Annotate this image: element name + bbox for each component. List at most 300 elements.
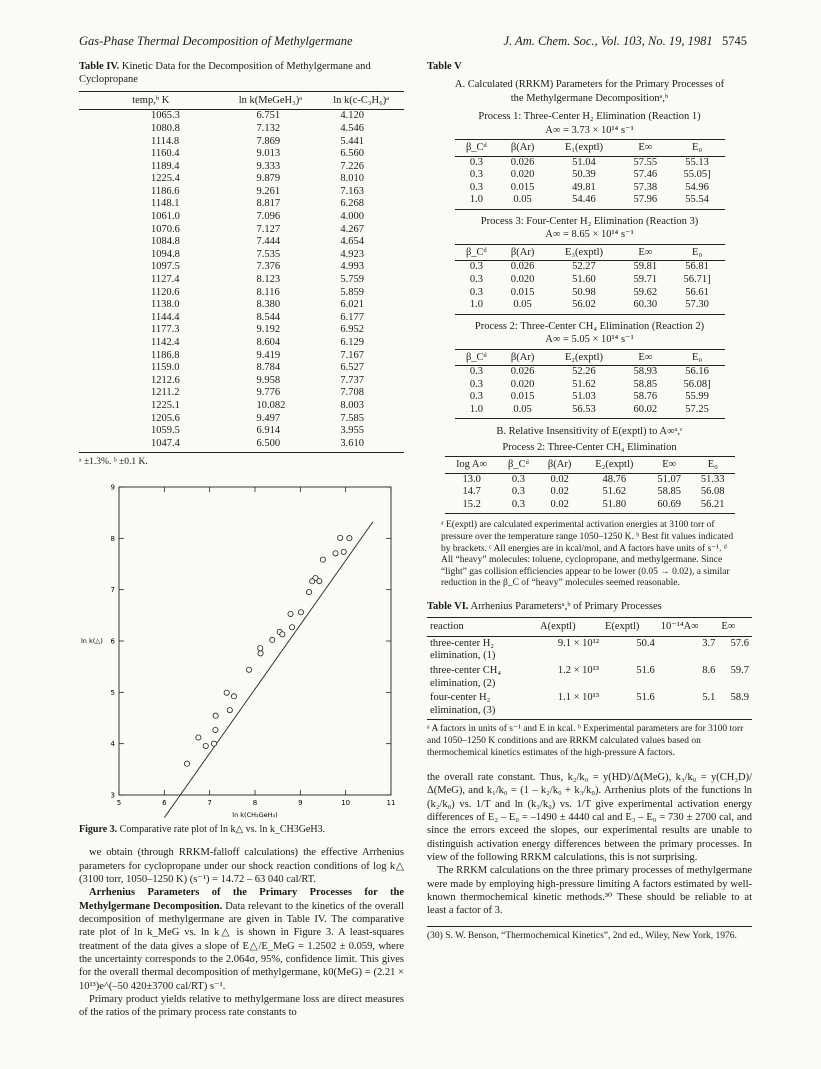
table-cell: 56.08 <box>700 486 725 498</box>
table-cell: 1144.4 <box>151 311 180 323</box>
y-axis-label: ln k(△) <box>81 636 103 645</box>
paragraph-text: Data relevant to the kinetics of the overall decomposition of methylgermane are given in Table IV. The comparative rate plot of ln k_MeG vs. ln k△ is shown in Figure 3. A least-squares treatment of the data gives a slope of E△/E_MeG = 1.2502 ± 0.059, where the uncertainty corresponds to the 2.064σ, 95%, confidence limit. This gives for the overall thermal decomposition of methylgermane, k0(MeG) = (2.21 × 10¹³)e^(–50 420±3700 cal/RT) s⁻¹. <box>79 900 404 992</box>
table-cell: 49.81 <box>572 181 596 193</box>
table-cell: 8.123 <box>256 274 281 286</box>
table-row <box>79 211 404 224</box>
table-row <box>79 123 404 136</box>
table-cell: 1189.4 <box>151 160 180 172</box>
table5-section-b: B. Relative Insensitivity of E(exptl) to A∞ᵃ,ᶜ <box>496 426 683 438</box>
table-cell: 1205.6 <box>151 412 180 424</box>
table-cell: 0.3 <box>469 261 483 273</box>
y-tick-label: 8 <box>110 534 115 543</box>
table-cell: 1212.6 <box>151 374 180 386</box>
table-cell: 0.3 <box>469 169 483 181</box>
table-cell: 8.784 <box>256 362 281 374</box>
table-cell: 51.60 <box>572 273 596 285</box>
table-cell: 0.015 <box>510 181 535 193</box>
table-cell: 58.76 <box>633 391 658 403</box>
table-cell: 1148.1 <box>151 198 180 210</box>
table4-header: ln k(c-C₃H₆)ᵃ <box>318 91 404 109</box>
data-point <box>341 549 346 554</box>
table-row <box>445 486 735 499</box>
table-cell: 50.4 <box>636 637 655 649</box>
table-cell: 6.914 <box>256 425 281 437</box>
data-point <box>347 535 352 540</box>
table-cell: 7.226 <box>340 160 364 172</box>
table-cell: 15.2 <box>445 499 499 514</box>
data-point <box>203 743 208 748</box>
table6-caption <box>427 600 752 613</box>
table-cell: 0.3 <box>469 181 483 193</box>
x-tick-label: 8 <box>252 798 258 807</box>
table-row <box>79 387 404 400</box>
table5-label: Table V <box>427 61 462 72</box>
table5-ainf: A∞ = 8.65 × 10¹⁴ s⁻¹ <box>545 229 634 241</box>
running-header-left: Gas-Phase Thermal Decomposition of Methylgermane <box>79 34 353 48</box>
table-cell: 51.62 <box>572 378 596 390</box>
paragraph <box>79 886 404 993</box>
table-cell: 7.167 <box>340 349 364 361</box>
data-point <box>306 589 311 594</box>
table-cell: 1120.6 <box>151 286 180 298</box>
table5-header: E₀ <box>670 244 725 260</box>
table-cell: 58.85 <box>633 378 658 390</box>
table5-header: E₁(exptl) <box>547 140 621 156</box>
y-tick-label: 6 <box>110 637 115 645</box>
table-cell: 4.120 <box>340 110 364 122</box>
table5-header: E∞ <box>621 140 670 156</box>
table6-header: 10⁻¹⁴A∞ <box>658 618 719 636</box>
paragraph: Primary product yields relative to methylgermane loss are direct measures of the ratios of the primary process rate constants to <box>79 993 404 1019</box>
table-cell: 3.610 <box>318 438 404 453</box>
table-cell: four-center H₂ elimination, (3) <box>427 691 537 720</box>
table-cell: 6.177 <box>340 311 364 323</box>
table-cell: 7.127 <box>256 223 281 235</box>
table5-header: β_Cᵈ <box>455 140 499 156</box>
figure3-caption <box>79 824 404 837</box>
y-tick-label: 7 <box>110 585 115 594</box>
reference-30: (30) S. W. Benson, “Thermochemical Kinetics”, 2nd ed., Wiley, New York, 1976. <box>427 926 752 943</box>
table-cell: 51.33 <box>700 473 725 485</box>
table-cell: 1127.4 <box>151 274 180 286</box>
table-cell: 6.560 <box>340 148 364 160</box>
table5-ainf: A∞ = 5.05 × 10¹⁴ s⁻¹ <box>545 334 634 346</box>
table-cell: 60.30 <box>621 299 670 314</box>
table-cell: 9.013 <box>256 148 281 160</box>
table-cell: 1160.4 <box>151 148 180 160</box>
table-row <box>427 691 752 720</box>
table-row <box>445 473 735 486</box>
table-cell: 58.85 <box>657 486 682 498</box>
table-cell: 56.21 <box>691 499 735 514</box>
table-cell: 0.02 <box>550 486 569 498</box>
table5b-header: log A∞ <box>445 457 499 473</box>
table6-header: E(exptl) <box>602 618 658 636</box>
table5-process-table <box>455 139 725 210</box>
table-cell: 7.585 <box>340 412 364 424</box>
table-cell: 56.71] <box>683 273 711 285</box>
table5-section-b-process: Process 2: Three-Center CH₄ Elimination <box>502 441 677 453</box>
table-cell: 48.76 <box>602 473 627 485</box>
left-column <box>79 60 404 1020</box>
table-cell: 7.737 <box>340 374 364 386</box>
data-point <box>224 690 229 695</box>
table6-label: Table VI. <box>427 600 469 612</box>
data-point <box>317 578 322 583</box>
data-point <box>211 741 216 746</box>
table-cell: 1.0 <box>455 194 499 209</box>
table-cell: three-center H₂ elimination, (1) <box>430 637 496 662</box>
table6 <box>427 617 752 720</box>
table-cell: 51.07 <box>657 473 682 485</box>
table-cell: 8.003 <box>340 399 364 411</box>
data-point <box>231 693 236 698</box>
table-cell: 4.546 <box>340 122 364 134</box>
table-cell: 6.500 <box>223 438 319 453</box>
table-cell: 52.26 <box>572 366 596 377</box>
table4-caption <box>79 60 404 87</box>
table-cell: 56.53 <box>547 404 621 419</box>
table-row <box>455 194 725 209</box>
table-cell: 1.0 <box>455 299 499 314</box>
table-cell: 8.604 <box>256 337 281 348</box>
figure3-svg <box>79 475 404 820</box>
table-row <box>79 173 404 186</box>
table-cell: 0.3 <box>499 499 538 514</box>
table5-header: E₃(exptl) <box>547 244 621 260</box>
table-row <box>79 438 404 453</box>
table-cell: 1097.5 <box>151 261 180 273</box>
table-row <box>79 375 404 388</box>
fit-line <box>164 521 373 817</box>
table-cell: 0.3 <box>469 378 483 390</box>
running-header-right <box>503 34 747 49</box>
table-row <box>79 350 404 363</box>
table4-footnote: ᵃ ±1.3%. ᵇ ±0.1 K. <box>79 457 148 468</box>
table-cell: 0.02 <box>550 473 569 485</box>
data-point <box>338 535 343 540</box>
table-cell: 56.16 <box>685 366 709 377</box>
table-cell: 1159.0 <box>151 362 180 374</box>
table-row <box>79 324 404 337</box>
table-cell: 10.082 <box>256 399 286 411</box>
table-cell: 9.958 <box>256 374 281 386</box>
table-cell: 1211.2 <box>151 387 180 399</box>
table5-process-title: Process 2: Three-Center CH₄ Elimination (Reaction 2) <box>474 320 705 332</box>
table-cell: 57.38 <box>633 181 658 193</box>
table-cell: 7.869 <box>256 135 281 147</box>
table-cell: 6.021 <box>340 299 364 311</box>
table-cell: 9.192 <box>256 324 281 336</box>
table-row <box>79 261 404 274</box>
data-point <box>246 667 251 672</box>
table-row <box>79 337 404 350</box>
table-row <box>79 161 404 174</box>
table-row <box>79 249 404 262</box>
data-point <box>258 645 263 650</box>
table-row <box>79 413 404 426</box>
table-row <box>79 148 404 161</box>
data-point <box>289 624 294 629</box>
table5-header: E₀ <box>670 140 725 156</box>
table-row <box>79 400 404 413</box>
table-cell: 1.0 <box>455 404 499 419</box>
table-cell: 3.7 <box>702 637 716 649</box>
table-cell: 59.71 <box>633 273 658 285</box>
table-cell: three-center CH₄ elimination, (2) <box>430 665 501 689</box>
table-cell: 1065.3 <box>151 110 180 122</box>
page-number: 5745 <box>722 34 747 48</box>
table-cell: 6.129 <box>340 337 364 348</box>
table-cell: 54.96 <box>685 181 709 193</box>
table-cell: 0.026 <box>510 366 535 377</box>
table5-header: E₂(exptl) <box>547 349 621 365</box>
table-cell: 56.81 <box>685 261 709 273</box>
table5-process-title: Process 1: Three-Center H₂ Elimination (Reaction 1) <box>478 111 701 123</box>
table-cell: 6.952 <box>340 324 364 336</box>
table-cell: 13.0 <box>462 473 481 485</box>
table5-process-table <box>455 244 725 315</box>
table6-footnote: ᵃ A factors in units of s⁻¹ and E in kcal. ᵇ Experimental parameters are for 3100 torr and 1050–1250 K conditions and are RRKM calculated values based on thermochemical kinetics estimates of the high-pressure A factors. <box>427 724 744 758</box>
data-point <box>320 557 325 562</box>
paragraph: The RRKM calculations on the three primary processes of methylgermane were made by employing high-pressure limiting A factors estimated by well-known thermochemical kinetic methods.³⁰ These should be reliable to at least a factor of 3. <box>427 865 752 917</box>
table-row <box>455 404 725 419</box>
table-row <box>455 182 725 195</box>
table-cell: 58.93 <box>633 366 658 377</box>
data-point <box>258 650 263 655</box>
table-cell: 4.923 <box>340 248 364 260</box>
table-cell: 50.98 <box>572 286 596 298</box>
table-cell: 51.6 <box>602 691 658 720</box>
table-row <box>455 156 725 169</box>
table-cell: 57.55 <box>633 156 658 168</box>
table-cell: 57.96 <box>621 194 670 209</box>
table-cell: 9.419 <box>256 349 281 361</box>
table-row <box>455 169 725 182</box>
data-point <box>196 734 201 739</box>
paragraph: we obtain (through RRKM-falloff calculations) the effective Arrhenius parameters for cyclopropane under our shock reaction conditions of log k△ (3100 torr, 1050–1250 K) (s⁻¹) = 14.72 – 63 040 cal/RT. <box>79 847 404 885</box>
table-row <box>79 274 404 287</box>
data-point <box>280 631 285 636</box>
table-cell: 51.04 <box>572 156 596 168</box>
table-cell: 6.268 <box>340 198 364 210</box>
table-cell: 4.993 <box>340 261 364 273</box>
table5-processes <box>427 110 752 419</box>
table5-process-table <box>455 349 725 420</box>
table-cell: 56.61 <box>685 286 709 298</box>
table-cell: 57.25 <box>670 404 725 419</box>
table-cell: 4.000 <box>340 211 364 223</box>
data-point <box>298 609 303 614</box>
table-cell: 1142.4 <box>151 337 180 348</box>
table5b-header: E₂(exptl) <box>581 457 647 473</box>
table5-header: E∞ <box>621 244 670 260</box>
table-row <box>455 366 725 379</box>
table5-header: E₀ <box>670 349 725 365</box>
table-cell: 55.54 <box>670 194 725 209</box>
table-cell: 50.39 <box>572 169 596 181</box>
table-cell: 1138.0 <box>151 299 180 311</box>
table-cell: 8.817 <box>256 198 281 210</box>
table-cell: 5.441 <box>340 135 364 147</box>
table-cell: 1186.6 <box>151 185 180 197</box>
table-cell: 1061.0 <box>151 211 180 223</box>
table-cell: 60.02 <box>621 404 670 419</box>
table-cell: 7.444 <box>256 236 281 248</box>
table-cell: 56.02 <box>547 299 621 314</box>
table4-header: temp,ᵇ K <box>79 91 223 109</box>
table-cell: 3.955 <box>340 425 364 437</box>
table5-header: β_Cᵈ <box>455 244 499 260</box>
table-header-row <box>455 244 725 260</box>
table5-header: β_Cᵈ <box>455 349 499 365</box>
table-cell: 0.05 <box>498 194 547 209</box>
table5-header: β(Ar) <box>498 349 547 365</box>
table-row <box>79 136 404 149</box>
table-row <box>455 287 725 300</box>
y-tick-label: 3 <box>110 791 115 799</box>
table5-header: β(Ar) <box>498 244 547 260</box>
table-cell: 6.527 <box>340 362 364 374</box>
right-body-text <box>427 771 752 918</box>
table-cell: 8.010 <box>340 173 364 185</box>
table-row <box>427 664 752 691</box>
table-cell: 7.376 <box>256 261 281 273</box>
table-row <box>79 287 404 300</box>
table-cell: 0.020 <box>510 273 535 285</box>
table-cell: 1.1 × 10¹³ <box>537 691 602 720</box>
table-cell: 57.46 <box>633 169 658 181</box>
x-tick-label: 10 <box>341 798 351 807</box>
table-cell: 14.7 <box>462 486 481 498</box>
x-tick-label: 7 <box>207 798 212 807</box>
table-cell: 51.6 <box>636 665 655 676</box>
y-tick-label: 4 <box>110 739 115 748</box>
table-cell: 0.3 <box>469 366 483 377</box>
table-cell: 56.08] <box>683 378 711 390</box>
paragraph: the overall rate constant. Thus, k₂/k₀ = y(HD)/Δ(MeG), k₃/k₀ = y(CH₃D)/Δ(MeG), and k₁/k₀ = (1 – k₂/k₀ + k₃/k₀). Arrhenius plots of the functions ln (k₂/k₀) vs. 1/T and ln (k₃/k₀) vs. 1/T give experimental activation energy differences of E₂ – E₀ = –1490 ± 4440 cal and E₃ – E₀ = 730 ± 2700 cal, and since the errors exceed the slopes, our experimental results are unable to distinguish activation energy differences between the primary processes. In view of the following RRKM calculations, this is not surprising. <box>427 772 752 864</box>
table-cell: 6.751 <box>256 110 281 122</box>
x-tick-label: 9 <box>298 798 303 807</box>
table-row <box>79 198 404 211</box>
table6-header: A(exptl) <box>537 618 602 636</box>
table6-header: reaction <box>427 618 537 636</box>
table5-b <box>445 456 735 514</box>
table-cell: 5.759 <box>340 274 364 286</box>
table-cell: 1114.8 <box>151 135 180 147</box>
table-row <box>79 362 404 375</box>
table-cell: 7.163 <box>340 185 364 197</box>
table-cell: 1084.8 <box>151 236 180 248</box>
table4-header: ln k(MeGeH₃)ᵃ <box>223 91 319 109</box>
x-axis-label: ln k(CH₃GeH₃) <box>232 810 278 819</box>
table-cell: 51.62 <box>602 486 627 498</box>
table-cell: 1080.8 <box>151 122 180 134</box>
table-row <box>427 636 752 664</box>
y-tick-label: 9 <box>110 483 115 491</box>
table-row <box>79 224 404 237</box>
table5b-header: E₀ <box>691 457 735 473</box>
table-cell: 52.27 <box>572 261 596 273</box>
x-tick-label: 6 <box>162 798 167 807</box>
table-row <box>79 425 404 438</box>
table-cell: 9.333 <box>256 160 281 172</box>
table-cell: 0.3 <box>469 286 483 298</box>
table-cell: 7.132 <box>256 122 281 134</box>
x-tick-label: 5 <box>116 798 122 807</box>
table-cell: 1094.8 <box>151 248 180 260</box>
table-cell: 0.05 <box>498 404 547 419</box>
table-cell: 0.3 <box>469 391 483 403</box>
data-point <box>227 707 232 712</box>
figure3-label: Figure 3. <box>79 823 118 835</box>
table-cell: 9.776 <box>256 387 281 399</box>
table-cell: 9.1 × 10¹² <box>557 637 599 649</box>
table4 <box>79 91 404 453</box>
table-cell: 9.497 <box>256 412 281 424</box>
data-point <box>270 637 275 642</box>
table-row <box>455 274 725 287</box>
table-row <box>455 379 725 392</box>
table4-label: Table IV. <box>79 61 120 72</box>
table-cell: 55.05] <box>683 169 711 181</box>
figure3-caption-text: Comparative rate plot of ln k△ vs. ln k_CH3GeH3. <box>119 823 326 835</box>
table-row <box>455 391 725 404</box>
table-cell: 55.13 <box>685 156 709 168</box>
data-point <box>213 713 218 718</box>
table-row <box>79 236 404 249</box>
x-tick-label: 11 <box>386 798 396 807</box>
table5b-header: β_Cᵈ <box>499 457 538 473</box>
table-cell: 0.02 <box>538 499 581 514</box>
table-cell: 4.267 <box>340 223 364 235</box>
table5-footnote: ᵃ E(exptl) are calculated experimental activation energies at 3100 torr of pressure over the temperature range 1050–1250 K. ᵇ Best fit values indicated by brackets. ᶜ All energies are in kcal/mol, and A factors have units of s⁻¹. ᵈ All “heavy” molecules: toluene, cyclopropane, and methylgermane. Since “light” gas collision efficiencies appear to be lower (0.05 → 0.02), a similar reduction in the β_C of “heavy” molecules seemed reasonable. <box>441 520 734 589</box>
table-cell: 60.69 <box>647 499 691 514</box>
left-body-text <box>79 846 404 1019</box>
table-cell: 1070.6 <box>151 223 180 235</box>
table5-header: E∞ <box>621 349 670 365</box>
table-cell: 55.99 <box>685 391 709 403</box>
table-row <box>79 110 404 123</box>
table-cell: 59.81 <box>633 261 658 273</box>
table-row <box>455 299 725 314</box>
table-cell: 4.654 <box>340 236 364 248</box>
table-cell: 0.020 <box>510 169 535 181</box>
table-cell: 1177.3 <box>151 324 180 336</box>
table-cell: 0.3 <box>511 486 526 498</box>
table-header-row <box>455 140 725 156</box>
data-point <box>184 761 189 766</box>
table-cell: 0.026 <box>510 261 535 273</box>
table-row <box>455 261 725 274</box>
table-cell: 0.3 <box>511 473 526 485</box>
table-cell: 5.859 <box>340 286 364 298</box>
table-cell: 59.62 <box>633 286 658 298</box>
table-cell: 54.46 <box>547 194 621 209</box>
table-cell: 51.80 <box>581 499 647 514</box>
table-cell: 1225.1 <box>151 399 180 411</box>
table5b-header: β(Ar) <box>538 457 581 473</box>
table-cell: 8.116 <box>256 286 280 298</box>
table5-ainf: A∞ = 3.73 × 10¹⁴ s⁻¹ <box>545 124 634 136</box>
table-cell: 8.544 <box>256 311 281 323</box>
data-point <box>310 578 315 583</box>
table-cell: 59.7 <box>730 665 749 676</box>
table-cell: 0.3 <box>469 273 483 285</box>
table-cell: 0.05 <box>498 299 547 314</box>
table4-caption-text: Kinetic Data for the Decomposition of Methylgermane and Cyclopropane <box>79 61 371 86</box>
table5-process-title: Process 3: Four-Center H₂ Elimination (Reaction 3) <box>480 216 699 227</box>
